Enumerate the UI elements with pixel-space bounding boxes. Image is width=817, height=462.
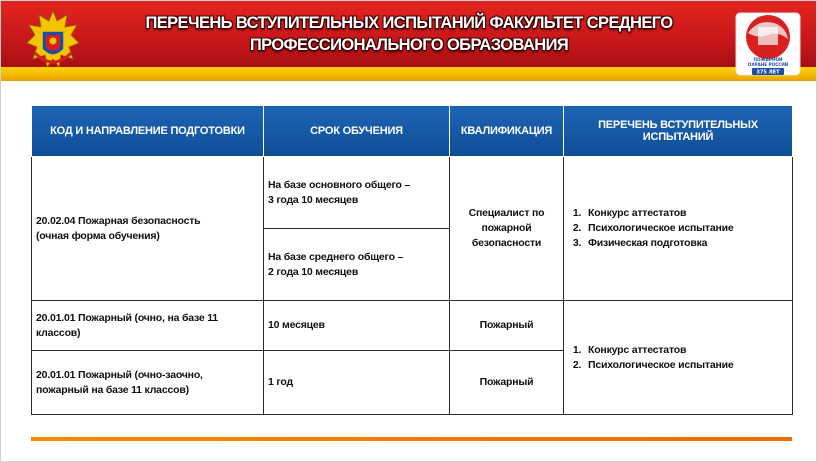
direction-text: пожарный на базе 11 классов) bbox=[36, 383, 189, 396]
table-row bbox=[32, 157, 793, 229]
tests-list bbox=[568, 343, 788, 373]
direction-cell bbox=[32, 301, 264, 351]
qualification-text: пожарной bbox=[481, 222, 532, 234]
title-line-1: ПЕРЕЧЕНЬ ВСТУПИТЕЛЬНЫХ ИСПЫТАНИЙ ФАКУЛЬТЕТ СРЕДНЕГО bbox=[145, 14, 673, 32]
term-cell: 1 год bbox=[264, 351, 450, 415]
emblem-icon bbox=[25, 9, 81, 75]
term-cell bbox=[264, 229, 450, 301]
tests-cell bbox=[564, 301, 793, 415]
column-header-tests: ПЕРЕЧЕНЬ ВСТУПИТЕЛЬНЫХ ИСПЫТАНИЙ bbox=[564, 106, 793, 157]
term-text: 2 года 10 месяцев bbox=[268, 265, 359, 278]
direction-cell bbox=[32, 351, 264, 415]
badge-text-2: ОХРАНЕ РОССИИ bbox=[747, 62, 789, 67]
direction-text: (очная форма обучения) bbox=[36, 229, 160, 242]
qualification-cell: Пожарный bbox=[450, 301, 564, 351]
qualification-cell bbox=[450, 157, 564, 301]
tests-list bbox=[568, 206, 788, 251]
direction-cell bbox=[32, 157, 264, 301]
list-item: 3. Физическая подготовка bbox=[584, 236, 788, 251]
column-header-qualification: КВАЛИФИКАЦИЯ bbox=[450, 106, 564, 157]
anniversary-badge-icon bbox=[734, 11, 802, 77]
qualification-cell: Пожарный bbox=[450, 351, 564, 415]
qualification-text: безопасности bbox=[471, 237, 542, 249]
term-text: На базе основного общего – bbox=[268, 178, 411, 191]
title-line-2: ПРОФЕССИОНАЛЬНОГО ОБРАЗОВАНИЯ bbox=[249, 36, 569, 54]
list-item: 2. Психологическое испытание bbox=[584, 221, 788, 236]
column-header-direction: КОД И НАПРАВЛЕНИЕ ПОДГОТОВКИ bbox=[32, 106, 264, 157]
header-banner bbox=[1, 1, 816, 67]
direction-text: 20.02.04 Пожарная безопасность bbox=[36, 214, 201, 227]
page-title bbox=[111, 12, 707, 56]
list-item: 1. Конкурс аттестатов bbox=[584, 206, 788, 221]
direction-text: классов) bbox=[36, 326, 81, 339]
list-item: 2. Психологическое испытание bbox=[584, 358, 788, 373]
bottom-accent-bar bbox=[31, 437, 792, 441]
term-text: 3 года 10 месяцев bbox=[268, 193, 359, 206]
term-cell bbox=[264, 157, 450, 229]
header-yellow-stripe bbox=[1, 67, 816, 81]
list-item: 1. Конкурс аттестатов bbox=[584, 343, 788, 358]
table-row bbox=[32, 301, 793, 351]
term-text: На базе среднего общего – bbox=[268, 250, 404, 263]
direction-text: 20.01.01 Пожарный (очно-заочно, bbox=[36, 368, 203, 381]
direction-text: 20.01.01 Пожарный (очно, на базе 11 bbox=[36, 311, 218, 324]
term-cell: 10 месяцев bbox=[264, 301, 450, 351]
qualification-text: Специалист по bbox=[468, 207, 545, 219]
admission-tests-table bbox=[31, 105, 793, 415]
badge-years: 375 ЛЕТ bbox=[756, 69, 780, 76]
column-header-term: СРОК ОБУЧЕНИЯ bbox=[264, 106, 450, 157]
badge-text-1: ПОЖАРНОЙ bbox=[753, 57, 783, 62]
table-header-row bbox=[32, 106, 793, 157]
tests-cell bbox=[564, 157, 793, 301]
